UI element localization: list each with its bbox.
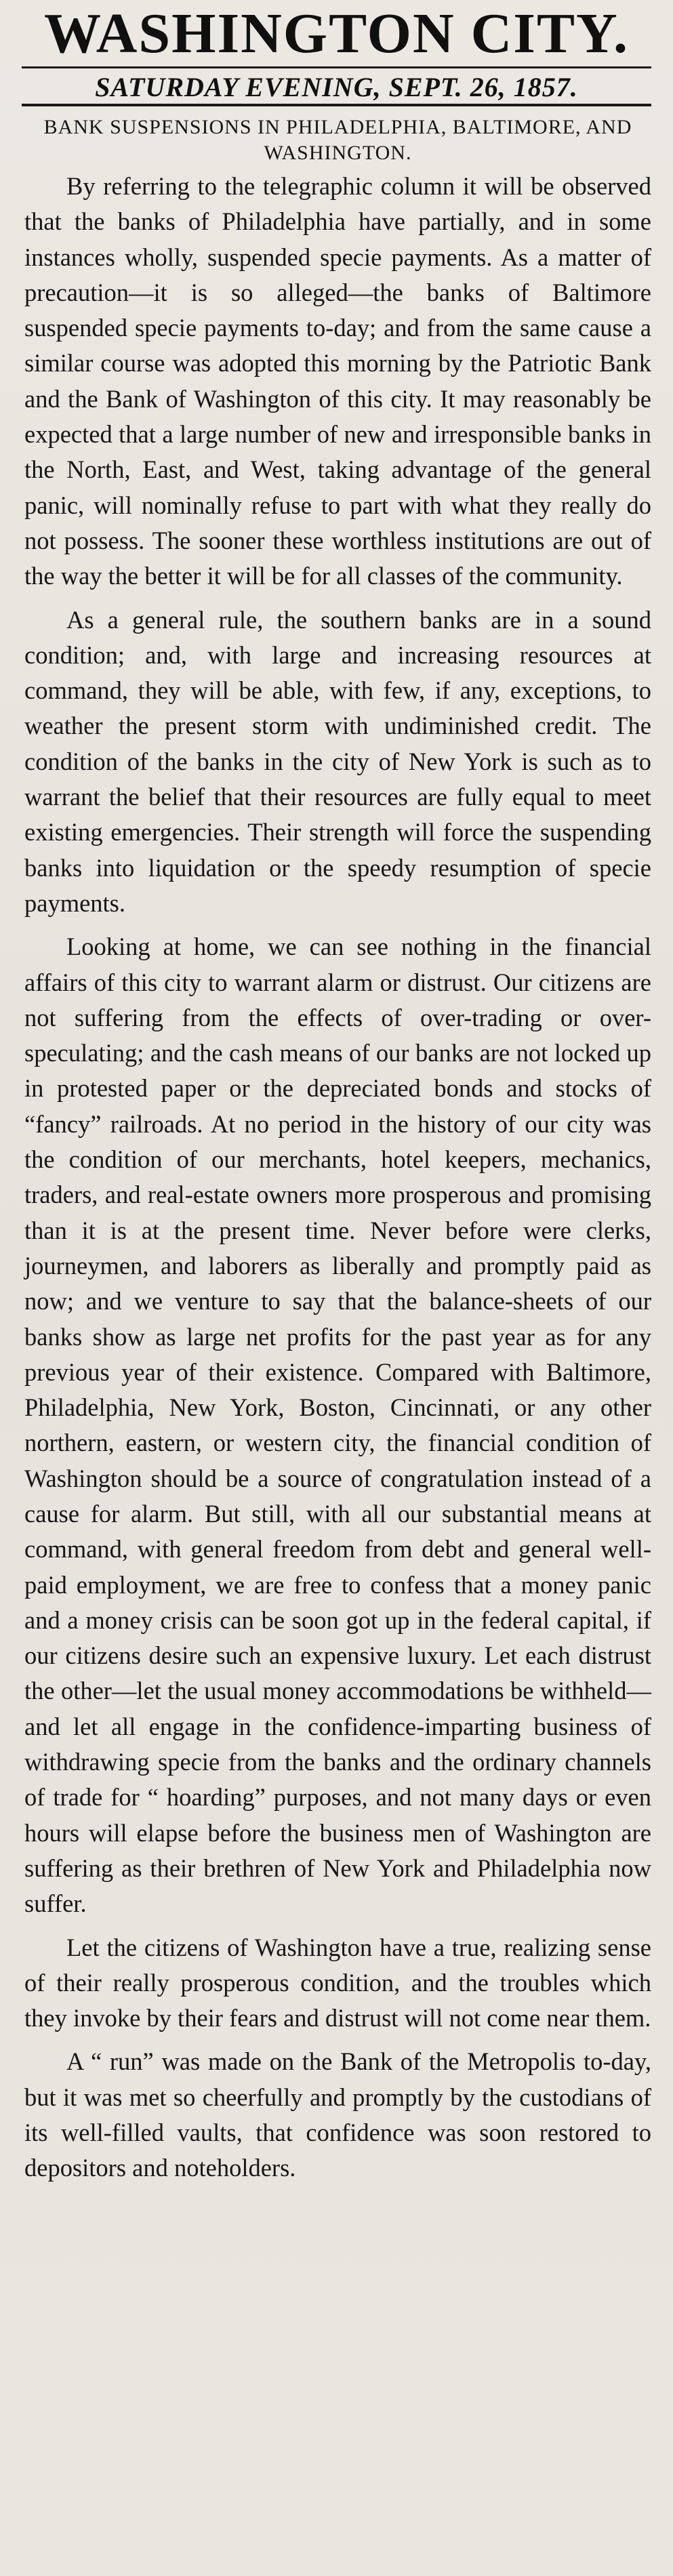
masthead-title: WASHINGTON CITY. xyxy=(44,2,629,65)
article-paragraph: A “ run” was made on the Bank of the Metropolis to-day, but it was met so cheerfully and promptly by the custodians of its well-filled vaults, that confidence was soon restored to depositors and noteholders. xyxy=(24,2047,651,2182)
dateline: SATURDAY EVENING, SEPT. 26, 1857. xyxy=(95,72,578,102)
article-headline: BANK SUSPENSIONS IN PHILADELPHIA, BALTIMORE, AND WASHINGTON. xyxy=(43,116,632,164)
article-paragraph: As a general rule, the southern banks are in a sound condition; and, with large and increasing resources at command, they will be able, with few, if any, exceptions, to weather the present storm with undiminished credit. The condition of the banks in the city of New York is such as to warrant the belief that their resources are fully equal to meet existing emergencies. Their strength will force the suspending banks into liquidation or the speedy resumption of specie payments. xyxy=(24,605,651,917)
article xyxy=(14,106,659,2186)
article-paragraph: By referring to the telegraphic column it will be observed that the banks of Philadelphia have partially, and in some instances wholly, suspended specie payments. As a matter of precaution—it is so alleged—the banks of Baltimore suspended specie payments to-day; and from the same cause a similar course was adopted this morning by the Patriotic Bank and the Bank of Washington of this city. It may reasonably be expected that a large number of new and irresponsible banks in the North, East, and West, taking advantage of the general panic, will nominally refuse to part with what they really do not possess. The sooner these worthless institutions are out of the way the better it will be for all classes of the community. xyxy=(24,172,651,590)
article-paragraph: Let the citizens of Washington have a true, realizing sense of their really prosperous condition, and the troubles which they invoke by their fears and distrust will not come near them. xyxy=(24,1933,651,2032)
article-paragraph: Looking at home, we can see nothing in the financial affairs of this city to warrant alarm or distrust. Our citizens are not suffering from the effects of over-trading or over-speculating; and the cash means of our banks are not locked up in protested paper or the depreciated bonds and stocks of “fancy” railroads. At no period in the history of our city was the condition of our merchants, hotel keepers, mechanics, traders, and real-estate owners more prosperous and promising than it is at the present time. Never before were clerks, journeymen, and laborers as liberally and promptly paid as now; and we venture to say that the balance-sheets of our banks show as large net profits for the past year as for any previous year of their existence. Compared with Baltimore, Philadelphia, New York, Boston, Cincinnati, or any other northern, eastern, or western city, the financial condition of Washington should be a source of congratulation instead of a cause for alarm. But still, with all our substantial means at command, with general freedom from debt and general well-paid employment, we are free to confess that a money panic and a money crisis can be soon got up in the federal capital, if our citizens desire such an expensive luxury. Let each distrust the other—let the usual money accommodations be withheld—and let all engage in the confidence-imparting business of withdrawing specie from the banks and the ordinary channels of trade for “ hoarding” purposes, and not many days or even hours will elapse before the business men of Washington are suffering as their brethren of New York and Philadelphia now suffer. xyxy=(24,933,651,1918)
